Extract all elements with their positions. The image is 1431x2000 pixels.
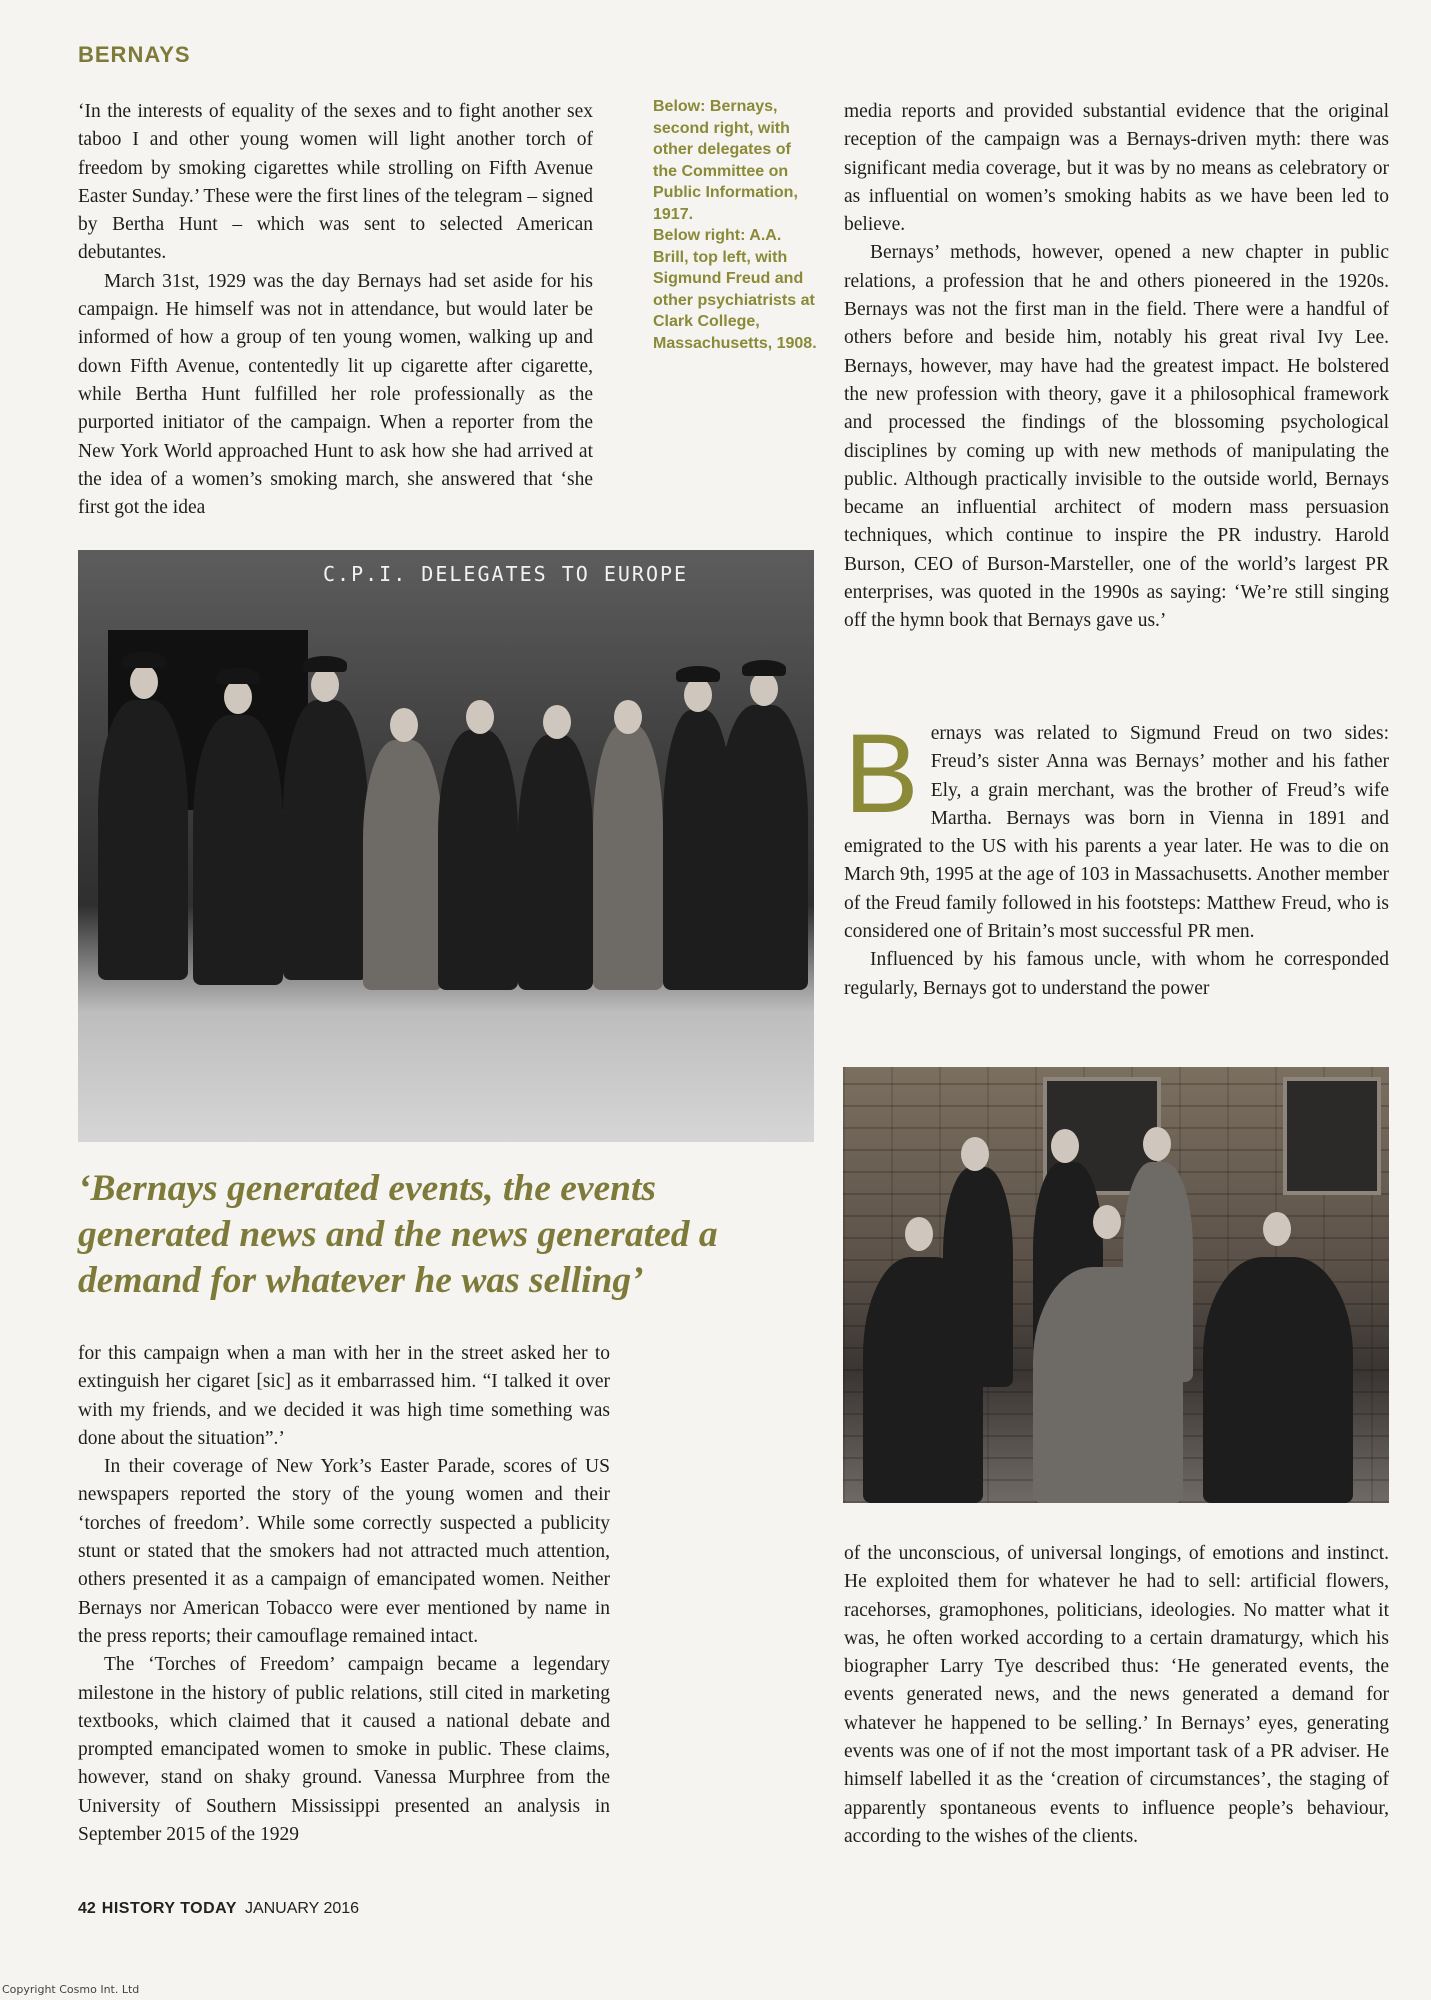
figure bbox=[98, 700, 188, 980]
figure bbox=[863, 1257, 983, 1503]
column-1-top bbox=[78, 98, 593, 522]
delegates-photo bbox=[78, 550, 814, 1142]
page-number: 42 bbox=[78, 1900, 96, 1917]
magazine-name: HISTORY TODAY bbox=[101, 1900, 237, 1917]
hat bbox=[216, 668, 260, 684]
head bbox=[390, 708, 418, 742]
paragraph: of the unconscious, of universal longings, of emotions and instinct. He exploited them for whatever he had to sell: artificial flowers, racehorses, gramophones, politicians, ideologies. No matter what it was, he often worked according to a certain dramaturgy, which his biographer Larry Tye described thus: ‘He generated events, the events generated news, and the news generated a demand for whatever he happened to be selling.’ In Bernays’ eyes, generating events was one of if not the most important task of a PR adviser. He himself labelled it as the ‘creation of circumstances’, the staging of apparently spontaneous events to influence people’s behaviour, according to the wishes of the clients. bbox=[844, 1543, 1389, 1847]
head bbox=[466, 700, 494, 734]
issue-date: JANUARY 2016 bbox=[244, 1900, 360, 1917]
head bbox=[311, 668, 339, 702]
column-2-middle bbox=[844, 711, 1389, 1003]
head bbox=[130, 665, 158, 699]
photo-caption bbox=[653, 96, 819, 354]
head bbox=[684, 678, 712, 712]
head bbox=[1051, 1129, 1079, 1163]
head bbox=[1143, 1127, 1171, 1161]
column-2-top bbox=[844, 98, 1389, 636]
paragraph: Influenced by his famous uncle, with whom he corresponded regularly, Bernays got to understand the power bbox=[844, 949, 1389, 999]
photo-handwriting: C.P.I. DELEGATES TO EUROPE bbox=[323, 562, 689, 586]
window bbox=[1283, 1077, 1381, 1195]
section-label: BERNAYS bbox=[78, 42, 191, 67]
figure bbox=[718, 705, 808, 990]
paragraph bbox=[844, 711, 1389, 946]
head bbox=[614, 700, 642, 734]
head bbox=[905, 1217, 933, 1251]
hat bbox=[676, 666, 720, 682]
figure bbox=[193, 715, 283, 985]
paragraph: media reports and provided substantial evidence that the original reception of the campaign was a Bernays-driven myth: there was significant media coverage, but it was by no means as celebratory or as influential on women’s smoking habits as we have been led to believe. bbox=[844, 101, 1389, 236]
caption-line: Below right: A.A. Brill, top left, with Sigmund Freud and other psychiatrists at Clark College, Massachusetts, 1908. bbox=[653, 227, 817, 352]
drop-cap: B bbox=[844, 711, 919, 836]
head bbox=[1263, 1212, 1291, 1246]
paragraph: ‘In the interests of equality of the sexes and to fight another sex taboo I and other young women will light another torch of freedom by smoking cigarettes while strolling on Fifth Avenue Easter Sunday.’ These were the first lines of the telegram – signed by Bertha Hunt – which was sent to selected American debutantes. bbox=[78, 101, 593, 264]
hat bbox=[742, 660, 786, 676]
figure bbox=[438, 730, 518, 990]
copyright-watermark: Copyright Cosmo Int. Ltd bbox=[2, 1983, 140, 1996]
freud-group-photo bbox=[843, 1067, 1389, 1503]
head bbox=[750, 672, 778, 706]
paragraph: for this campaign when a man with her in the street asked her to extinguish her cigaret [sic] as it embarrassed him. “I talked it over with my friends, and we decided it was high time something was done about the situation”.’ bbox=[78, 1343, 610, 1449]
page-footer bbox=[78, 1900, 359, 1918]
paragraph-text: ernays was related to Sigmund Freud on two sides: Freud’s sister Anna was Bernays’ mother and his father Ely, a grain merchant, was the brother of Freud’s wife Martha. Bernays was born in Vienna in 1891 and emigrated to the US with his parents a year later. He was to die on March 9th, 1995 at the age of 103 in Massachusetts. Another member of the Freud family followed in his footsteps: Matthew Freud, who is considered one of Britain’s most successful PR men. bbox=[844, 723, 1389, 943]
paragraph: March 31st, 1929 was the day Bernays had set aside for his campaign. He himself was not in attendance, but would later be informed of how a group of ten young women, walking up and down Fifth Avenue, contentedly lit up cigarette after cigarette, while Bertha Hunt fulfilled her role professionally as the purported initiator of the campaign. When a reporter from the New York World approached Hunt to ask how she had arrived at the idea of a women’s smoking march, she answered that ‘she first got the idea bbox=[78, 270, 593, 519]
hat bbox=[122, 652, 166, 668]
head bbox=[1093, 1205, 1121, 1239]
figure bbox=[593, 725, 663, 990]
paragraph: The ‘Torches of Freedom’ campaign became a legendary milestone in the history of public relations, still cited in marketing textbooks, which claimed that it caused a national debate and prompted emancipated women to smoke in public. These claims, however, stand on shaky ground. Vanessa Murphree from the University of Southern Mississippi presented an analysis in September 2015 of the 1929 bbox=[78, 1654, 610, 1846]
head bbox=[543, 705, 571, 739]
figure bbox=[283, 700, 368, 980]
column-1-bottom bbox=[78, 1340, 610, 1849]
caption-line: Below: Bernays, second right, with other delegates of the Committee on Public Information, 1917. bbox=[653, 98, 798, 223]
figure bbox=[1033, 1267, 1183, 1503]
head bbox=[224, 680, 252, 714]
figure bbox=[1203, 1257, 1353, 1503]
figure bbox=[363, 740, 443, 990]
head bbox=[961, 1137, 989, 1171]
hat bbox=[303, 656, 347, 672]
column-2-bottom bbox=[844, 1540, 1389, 1851]
paragraph: In their coverage of New York’s Easter Parade, scores of US newspapers reported the story of the young women and their ‘torches of freedom’. While some correctly suspected a publicity stunt or stated that the smokers had not attracted much attention, others presented it as a campaign of emancipated women. Neither Bernays nor American Tobacco were ever mentioned by name in the press reports; their camouflage remained intact. bbox=[78, 1456, 610, 1647]
paragraph: Bernays’ methods, however, opened a new chapter in public relations, a profession that he and others pioneered in the 1920s. Bernays was not the first man in the field. There were a handful of others before and beside him, notably his great rival Ivy Lee. Bernays, however, may have had the greatest impact. He bolstered the new profession with theory, gave it a philosophical framework and processed the findings of the blossoming psychological disciplines by coming up with new methods of manipulating the public. Although practically invisible to the outside world, Bernays became an influential architect of modern mass persuasion techniques, which continue to inspire the PR industry. Harold Burson, CEO of Burson-Marsteller, one of the world’s largest PR enterprises, was quoted in the 1990s as saying: ‘We’re still singing off the hymn book that Bernays gave us.’ bbox=[844, 242, 1389, 632]
figure bbox=[518, 735, 593, 990]
pull-quote: ‘Bernays generated events, the events generated news and the news generated a demand for whatever he was selling’ bbox=[78, 1168, 718, 1301]
